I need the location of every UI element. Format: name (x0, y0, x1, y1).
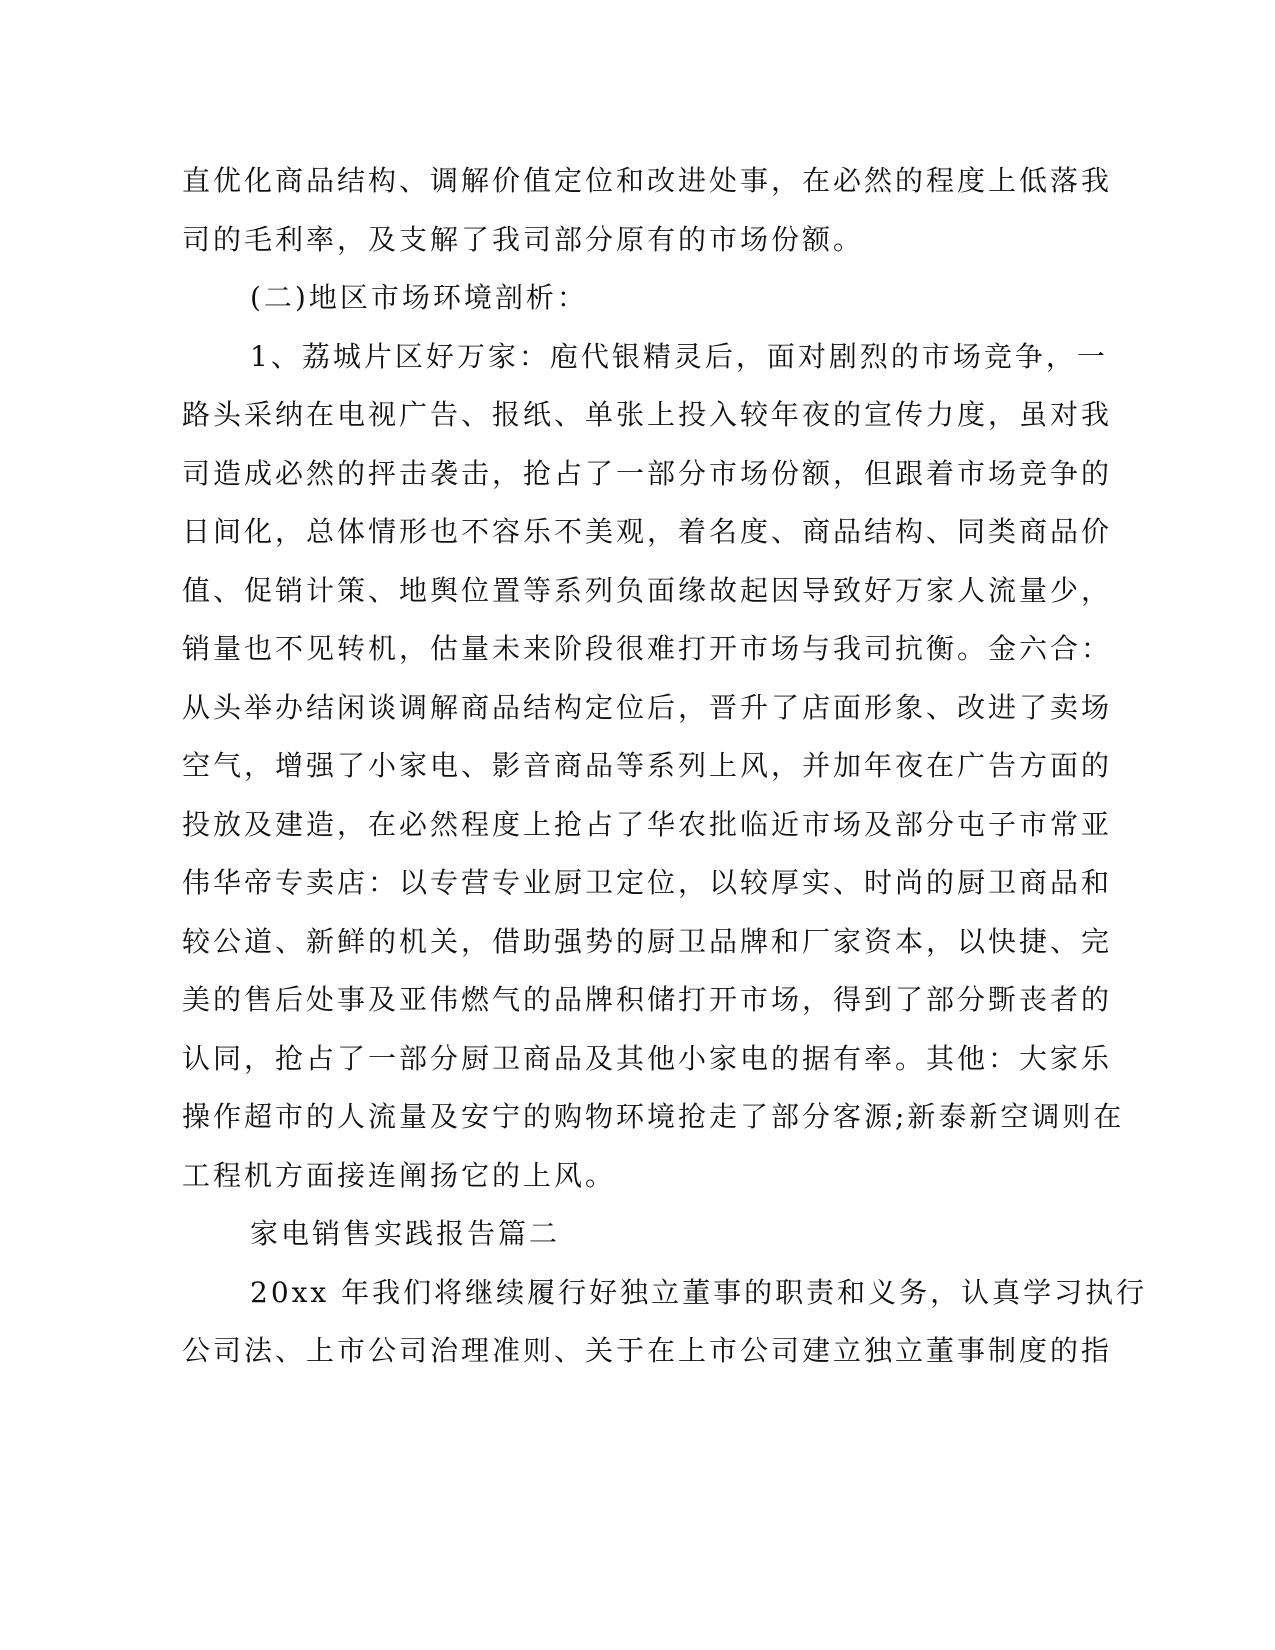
text-line-14: 较公道、新鲜的机关，借助强势的厨卫品牌和厂家资本，以快捷、完 (182, 924, 1113, 958)
document-body (182, 152, 1148, 1381)
text-line-12: 投放及建造，在必然程度上抢占了华农批临近市场及部分屯子市常亚 (182, 807, 1113, 841)
text-line-21: 公司法、上市公司治理准则、关于在上市公司建立独立董事制度的指 (182, 1334, 1113, 1367)
text-line-8: 值、促销计策、地舆位置等系列负面缘故起因导致好万家人流量少， (182, 573, 1113, 607)
text-line-6: 司造成必然的抨击袭击，抢占了一部分市场份额，但跟着市场竞争的 (182, 456, 1113, 490)
report-title: 家电销售实践报告篇二 (250, 1217, 561, 1250)
text-line-7: 日间化，总体情形也不容乐不美观，着名度、商品结构、同类商品价 (182, 515, 1113, 548)
text-line-17: 操作超市的人流量及安宁的购物环境抢走了部分客源;新泰新空调则在 (182, 1100, 1125, 1133)
text-line-1: 直优化商品结构、调解价值定位和改进处事，在必然的程度上低落我 (182, 164, 1113, 197)
text-line-16: 认同，抢占了一部分厨卫商品及其他小家电的据有率。其他：大家乐 (182, 1041, 1113, 1075)
text-line-11: 空气，增强了小家电、影音商品等系列上风，并加年夜在广告方面的 (182, 749, 1113, 782)
text-line-2: 司的毛利率，及支解了我司部分原有的市场份额。 (182, 222, 865, 256)
text-line-4: 1、荔城片区好万家：庖代银精灵后，面对剧烈的市场竞争，一 (250, 339, 1108, 373)
text-line-18: 工程机方面接连阐扬它的上风。 (182, 1158, 617, 1192)
section-heading: (二)地区市场环境剖析： (250, 281, 588, 314)
text-line-5: 路头采纳在电视广告、报纸、单张上投入较年夜的宣传力度，虽对我 (182, 398, 1113, 431)
text-line-20: 20xx 年我们将继续履行好独立董事的职责和义务，认真学习执行 (250, 1275, 1148, 1309)
text-line-10: 从头举办结闲谈调解商品结构定位后，晋升了店面形象、改进了卖场 (182, 690, 1113, 724)
text-line-13: 伟华帝专卖店：以专营专业厨卫定位，以较厚实、时尚的厨卫商品和 (182, 866, 1113, 899)
text-line-9: 销量也不见转机，估量未来阶段很难打开市场与我司抗衡。金六合： (182, 632, 1113, 665)
text-line-15: 美的售后处事及亚伟燃气的品牌积储打开市场，得到了部分斲丧者的 (182, 983, 1113, 1016)
